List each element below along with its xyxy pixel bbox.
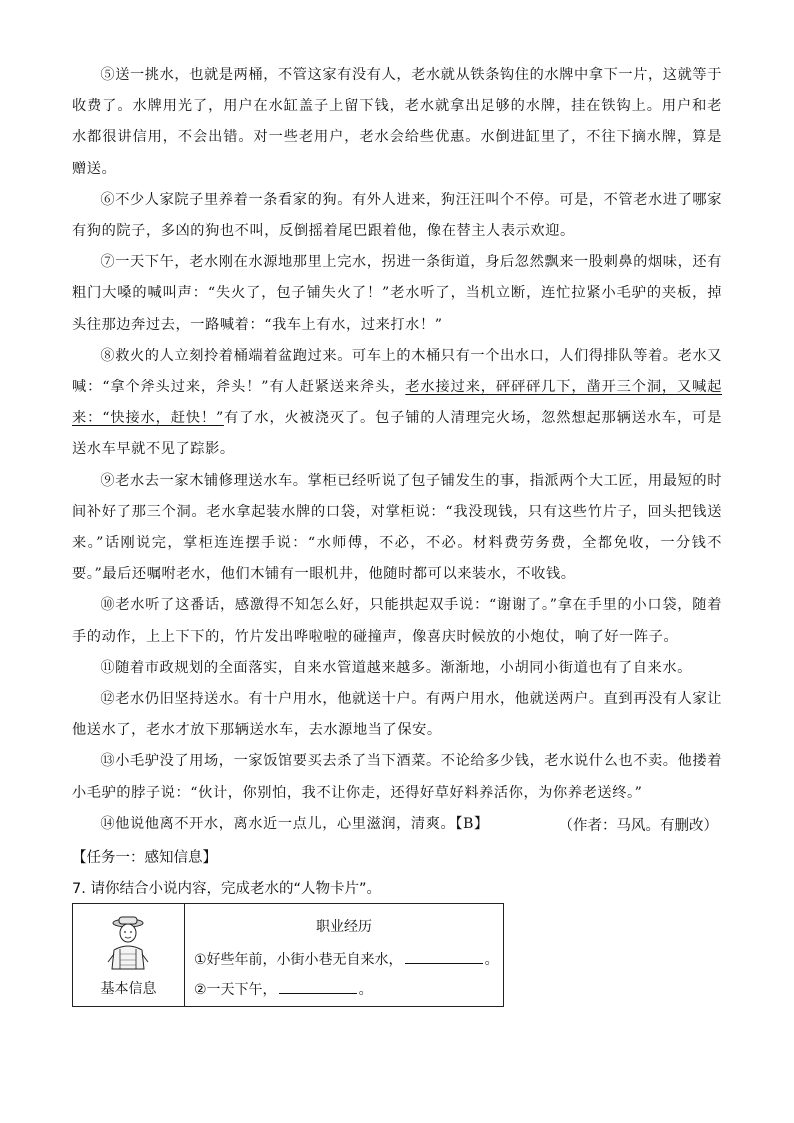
career-item-2-end: 。	[358, 982, 373, 998]
paragraph-8-after: 有了水，火被浇灭了。包子铺的人清理完火场，忽然想起那辆送水车，可是送水车早就不见了踪影。	[72, 410, 722, 458]
paragraph-8-before: ⑧救火的人立刻拎着桶端着盆跑过来。可车上的木桶只有一个出水口，人们得排队等着。老水又喊：“拿个斧头过来，斧头！”有人赶紧送来斧头，	[72, 347, 722, 396]
author-credit: （作者：马风。有删改）	[558, 818, 718, 834]
paragraph-5: ⑤送一挑水，也就是两桶，不管这家有没有人，老水就从铁条钩住的水牌中拿下一片，这就等于收费了。水牌用光了，用户在水缸盖子上留下钱，老水就拿出足够的水牌，挂在铁钩上。用户和老水都很讲信用，不会出错。对一些老用户，老水会给些优惠。水倒进缸里了，不往下摘水牌，算是赠送。	[72, 67, 722, 177]
paragraph-13: ⑬小毛驴没了用场，一家饭馆要买去杀了当下酒菜。不论给多少钱，老水说什么也不卖。他搂着小毛驴的脖子说：“伙计，你别怕，我不让你走，还得好草好料养活你，为你养老送终。”	[72, 753, 722, 801]
answer-blank-2[interactable]	[279, 981, 357, 994]
story-text	[72, 60, 722, 840]
card-career	[185, 904, 503, 1006]
paragraph-9: ⑨老水去一家木铺修理送水车。掌柜已经听说了包子铺发生的事，指派两个大工匠，用最短的时间补好了那三个洞。老水拿起装水牌的口袋，对掌柜说：“我没现钱，只有这些竹片子，回头把钱送来。”话刚说完，掌柜连连摆手说：“水师傅，不必，不必。材料费劳务费，全都免收，一分钱不要。”最后还嘱咐老水，他们木铺有一眼机井，他随时都可以来装水，不收钱。	[72, 472, 722, 583]
paragraph-10: ⑩老水听了这番话，感激得不知怎么好，只能拱起双手说：“谢谢了。”拿在手里的小口袋，随着手的动作，上上下下的，竹片发出哗啦啦的碰撞声，像喜庆时候放的小炮仗，响了好一阵子。	[72, 597, 722, 645]
paragraph-7: ⑦一天下午，老水刚在水源地那里上完水，拐进一条街道，身后忽然飘来一股刺鼻的烟味，还有粗门大嗓的喊叫声：“失火了，包子铺失火了！”老水听了，当机立断，连忙拉紧小毛驴的夹板，掉头往那边奔过去，一路喊着：“我车上有水，过来打水！”	[72, 254, 722, 333]
paragraph-14: ⑭他说他离不开水，离水近一点儿，心里滋润，清爽。【B】	[100, 815, 489, 832]
task-heading: 【任务一：感知信息】	[72, 850, 217, 866]
question-7: 7. 请你结合小说内容，完成老水的“人物卡片”。	[72, 881, 381, 897]
basic-info-label: 基本信息	[100, 981, 157, 997]
card-basic-info	[73, 904, 185, 1006]
career-item-1-text: ①好些年前，小街小巷无自来水，	[194, 952, 403, 968]
paragraph-6: ⑥不少人家院子里养着一条看家的狗。有外人进来，狗汪汪叫个不停。可是，不管老水进了哪家有狗的院子，多凶的狗也不叫，反倒摇着尾巴跟着他，像在替主人表示欢迎。	[72, 191, 722, 240]
career-item-1	[194, 949, 499, 969]
character-card	[72, 903, 504, 1007]
career-item-1-end: 。	[484, 952, 499, 968]
paragraph-12: ⑫老水仍旧坚持送水。有十户用水，他就送十户。有两户用水，他就送两户。直到再没有人家让他送水了，老水才放下那辆送水车，去水源地当了保安。	[72, 691, 722, 739]
career-item-2	[194, 979, 373, 999]
career-heading: 职业经历	[316, 919, 372, 935]
career-item-2-text: ②一天下午，	[194, 982, 277, 998]
paragraph-11: ⑪随着市政规划的全面落实，自来水管道越来越多。渐渐地，小胡同小街道也有了自来水。	[100, 659, 692, 676]
portrait-illustration	[102, 914, 154, 970]
underlined-sentence: 老水接过来，砰砰砰几下，凿开三个洞，又喊起来：“快接水，赶快！”	[72, 379, 722, 427]
answer-blank-1[interactable]	[405, 951, 483, 964]
paragraph-8	[72, 341, 722, 466]
